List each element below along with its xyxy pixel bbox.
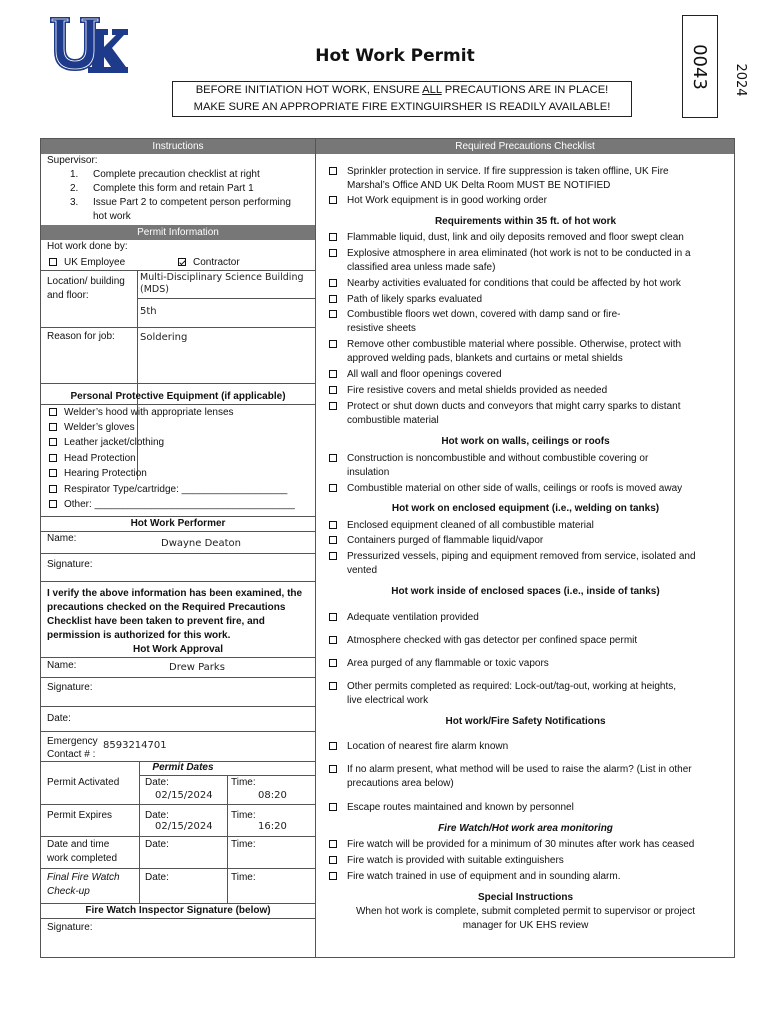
checklist-item-text: Construction is noncombustible and without combustible covering or: [347, 453, 649, 464]
checklist-item[interactable]: [329, 763, 729, 791]
checklist-checkbox[interactable]: [329, 536, 337, 544]
firewatch-time[interactable]: Time:: [231, 872, 256, 883]
checklist-item-text: precautions area below): [347, 778, 454, 789]
checklist-checkbox[interactable]: [329, 233, 337, 241]
approver-name-field[interactable]: Drew Parks: [169, 662, 225, 673]
checklist-item[interactable]: [329, 611, 729, 625]
special-instructions-text: When hot work is complete, submit completed permit to supervisor or project: [355, 906, 696, 917]
approver-name-label: Name:: [47, 660, 77, 671]
checklist-item-text: If no alarm present, what method will be used to raise the alarm? (List in other: [347, 764, 692, 775]
ppe-item[interactable]: Respirator Type/cartridge: ___________________: [49, 483, 287, 497]
checklist-checkbox[interactable]: [329, 742, 337, 750]
checklist-item-text: vented: [347, 565, 378, 576]
checklist-item[interactable]: [329, 368, 729, 382]
checklist-item-text: Location of nearest fire alarm known: [347, 741, 509, 752]
checklist-item-text: Adequate ventilation provided: [347, 612, 479, 623]
section-heading: Hot work inside of enclosed spaces (i.e., inside of tanks): [391, 586, 660, 597]
inspector-header: Fire Watch Inspector Signature (below): [85, 905, 271, 916]
checklist-checkbox[interactable]: [329, 803, 337, 811]
ppe-item[interactable]: Hearing Protection: [49, 467, 147, 481]
form-title: Hot Work Permit: [315, 46, 475, 66]
uk-employee-option[interactable]: UK Employee: [49, 256, 125, 270]
ppe-header: Personal Protective Equipment (if applicable): [70, 391, 286, 402]
checklist-item-text: Containers purged of flammable liquid/vapor: [347, 535, 544, 546]
checklist-checkbox[interactable]: [329, 659, 337, 667]
checklist-item[interactable]: [329, 165, 729, 193]
contractor-checkbox[interactable]: [178, 258, 186, 266]
performer-signature-field[interactable]: Signature:: [47, 559, 93, 570]
checklist-checkbox[interactable]: [329, 454, 337, 462]
checklist-item-text: Fire resistive covers and metal shields provided as needed: [347, 385, 608, 396]
checklist-item-text: Atmosphere checked with gas detector per confined space permit: [347, 635, 638, 646]
checklist-item-text: Other permits completed as required: Lock-out/tag-out, working at heights,: [347, 681, 677, 692]
checklist-item-text: Fire watch trained in use of equipment and in sounding alarm.: [347, 871, 621, 882]
reason-field[interactable]: Soldering: [140, 332, 188, 343]
checklist-item[interactable]: [329, 400, 729, 428]
checklist-item[interactable]: [329, 838, 729, 852]
ppe-item[interactable]: Welder’s gloves: [49, 421, 135, 435]
reason-label: Reason for job:: [47, 331, 115, 342]
checklist-item[interactable]: [329, 740, 729, 754]
expires-date[interactable]: 02/15/2024: [155, 821, 213, 832]
section-heading: Hot work on walls, ceilings or roofs: [441, 436, 610, 447]
ppe-checkbox[interactable]: [49, 500, 57, 508]
checklist-item[interactable]: [329, 534, 729, 548]
permit-dates-header: Permit Dates: [152, 762, 214, 773]
checklist-item[interactable]: [329, 870, 729, 884]
instruction-step: Issue Part 2 to competent person performing: [93, 197, 291, 208]
uk-employee-checkbox[interactable]: [49, 258, 57, 266]
checklist-item[interactable]: [329, 231, 729, 245]
checklist-item-text: insulation: [347, 467, 390, 478]
checklist-item-text: Combustible material on other side of walls, ceilings or roofs is moved away: [347, 483, 683, 494]
ppe-checkbox[interactable]: [49, 423, 57, 431]
performer-name-label: Name:: [47, 533, 77, 544]
checklist-item-text: combustible material: [347, 415, 439, 426]
checklist-checkbox[interactable]: [329, 196, 337, 204]
ppe-checkbox[interactable]: [49, 438, 57, 446]
supervisor-label: Supervisor:: [47, 155, 98, 166]
checklist-item-text: Nearby activities evaluated for conditions that could be affected by hot work: [347, 278, 681, 289]
checklist-item[interactable]: [329, 308, 729, 336]
checklist-checkbox[interactable]: [329, 167, 337, 175]
floor-field[interactable]: 5th: [140, 306, 157, 317]
activated-time[interactable]: 08:20: [258, 790, 287, 801]
checklist-item-text: resistive sheets: [347, 323, 416, 334]
done-by-label: Hot work done by:: [47, 241, 128, 252]
permit-year: 2024: [733, 63, 749, 97]
checklist-item[interactable]: [329, 384, 729, 398]
checklist-checkbox[interactable]: [329, 765, 337, 773]
checklist-checkbox[interactable]: [329, 249, 337, 257]
completed-time[interactable]: Time:: [231, 839, 256, 850]
checklist-item-text: Marshal’s Office AND UK Delta Room MUST BE NOTIFIED: [347, 180, 611, 191]
checklist-item-text: Area purged of any flammable or toxic vapors: [347, 658, 549, 669]
instruction-step: Complete this form and retain Part 1: [93, 183, 254, 194]
checklist-panel: Required Precautions Checklist Sprinkler protection in service. If fire suppression is taken offline, UK Fire Marshal’s Office AND UK Delta Room MUST BE NOTIFIED Hot Work equipment is in good working order Flammable liquid, dust, link and oily deposits removed and floor swept clean Explosive atmosphere in area eliminated (hot work is not to be conducted in a classified area unless made safe) Nearby activities evaluated for conditions that could be affected by hot work Path of likely sparks evaluated Combustible floors wet down, covered with damp sand or fire- resistive sheets Remove other combustible material where possible. Otherwise, protect with approved welding pads, blankets and curtains or metal shields All wall and floor openings covered Fire resistive covers and metal shields provided as needed Protect or shut down ducts and conveyors that might carry sparks to distant combustible material Construction is noncombustible and without combustible covering or insulation Combustible material on other side of walls, ceilings or roofs is moved away Enclosed equipment cleaned of all combustible material Containers purged of flammable liquid/vapor Pressurized vessels, piping and equipment removed from service, isolated and vented Adequate ventilation provided Atmosphere checked with gas detector per confined space permit Area purged of any flammable or toxic vapors Other permits completed as required: Lock-out/tag-out, working at heights, live electrical work Location of nearest fire alarm known If no alarm present, what method will be used to raise the alarm? (List in other precautions area below) Escape routes maintained and known by personnel Fire watch will be provided for a minimum of 30 minutes after work has ceased Fire watch is provided with suitable extinguishers Fire watch trained in use of equipment and in sounding alarm. Requirements within 35 ft. of hot work Hot work on walls, ceilings or roofs Hot work on enclosed equipment (i.e., welding on tanks) Hot work inside of enclosed spaces (i.e., inside of tanks) Hot work/Fire Safety Notifications Fire Watch/Hot work area monitoring Special Instructions When hot work is complete, submit completed permit to supervisor or project manager for UK EHS review: [316, 138, 735, 958]
checklist-item-text: Combustible floors wet down, covered with damp sand or fire-: [347, 309, 621, 320]
inspector-signature-field[interactable]: Signature:: [47, 922, 93, 933]
ppe-item[interactable]: Other: ____________________________________: [49, 498, 295, 512]
approver-signature-field[interactable]: Signature:: [47, 682, 93, 693]
ppe-checkbox[interactable]: [49, 469, 57, 477]
checklist-item[interactable]: [329, 854, 729, 868]
firewatch-date[interactable]: Date:: [145, 872, 169, 883]
checklist-item[interactable]: [329, 634, 729, 648]
instruction-step: Complete precaution checklist at right: [93, 169, 260, 180]
section-heading: Hot work/Fire Safety Notifications: [445, 716, 606, 727]
ppe-item[interactable]: Head Protection: [49, 452, 136, 466]
special-instructions-heading: Special Instructions: [477, 892, 574, 903]
ppe-checkbox[interactable]: [49, 454, 57, 462]
checklist-item-text: Pressurized vessels, piping and equipment removed from service, isolated and: [347, 551, 696, 562]
contractor-option[interactable]: Contractor: [178, 256, 240, 270]
checklist-item-text: Protect or shut down ducts and conveyors that might carry sparks to distant: [347, 401, 681, 412]
checklist-checkbox[interactable]: [329, 872, 337, 880]
ppe-checkbox[interactable]: [49, 408, 57, 416]
instructions-header: Instructions: [41, 139, 315, 154]
checklist-checkbox[interactable]: [329, 279, 337, 287]
emergency-contact-field[interactable]: 8593214701: [103, 740, 167, 751]
checklist-item-text: approved welding pads, blankets and curtains or metal shields: [347, 353, 623, 364]
checklist-checkbox[interactable]: [329, 682, 337, 690]
checklist-checkbox[interactable]: [329, 370, 337, 378]
checklist-item-text: Explosive atmosphere in area eliminated (hot work is not to be conducted in a: [347, 248, 691, 259]
checklist-checkbox[interactable]: [329, 521, 337, 529]
left-panel: Instructions Supervisor: 1. Complete precaution checklist at right 2. Complete this form and retain Part 1 3. Issue Part 2 to competent person performing hot work Permit Information Hot work done by: UK Employee Contractor Location/ building and floor: Multi-Disciplinary Science Building (MDS) 5th Reason for job: Soldering Personal Protective Equipment (if applicable) Welder’s hood with appropriate lenses Welder’s gloves Leather jacket/clothing Head Protection Hearing Protection Respirator Type/cartridge: ___________________ Other: ____________________________________ Hot Work Performer Name: Dwayne Deaton Signature: I verify the above information has been examined, the precautions checked on the Required Precautions Checklist have been taken to prevent fire, and permission is authorized for this work. Hot Work Approval Name: Drew Parks Signature: Date: Emergency Contact # : 8593214701 Permit Dates Permit Activated Date: Time: 02/15/2024 08:20 Permit Expires Date: Time: 02/15/2024 16:20 Date and time work completed Date: Time: Final Fire Watch Check-up Date: Time: Fire Watch Inspector Signature (below) Signature:: [40, 138, 316, 958]
checklist-item[interactable]: [329, 277, 729, 291]
checklist-item[interactable]: [329, 293, 729, 307]
ppe-item[interactable]: Leather jacket/clothing: [49, 436, 164, 450]
checklist-item[interactable]: [329, 657, 729, 671]
checklist-item[interactable]: [329, 482, 729, 496]
activated-date[interactable]: 02/15/2024: [155, 790, 213, 801]
checklist-item-text: All wall and floor openings covered: [347, 369, 502, 380]
checklist-item-text: Fire watch will be provided for a minimum of 30 minutes after work has ceased: [347, 839, 695, 850]
checklist-item-text: Enclosed equipment cleaned of all combustible material: [347, 520, 594, 531]
checklist-item[interactable]: [329, 801, 729, 815]
checklist-checkbox[interactable]: [329, 613, 337, 621]
checklist-checkbox[interactable]: [329, 402, 337, 410]
expires-time[interactable]: 16:20: [258, 821, 287, 832]
location-field[interactable]: Multi-Disciplinary Science Building: [140, 272, 304, 283]
checklist-checkbox[interactable]: [329, 386, 337, 394]
checklist-checkbox[interactable]: [329, 340, 337, 348]
checklist-item-text: Sprinkler protection in service. If fire suppression is taken offline, UK Fire: [347, 166, 669, 177]
checklist-checkbox[interactable]: [329, 295, 337, 303]
checklist-item[interactable]: [329, 247, 729, 275]
checklist-item[interactable]: [329, 550, 729, 578]
permit-number: 0043: [689, 44, 711, 90]
section-heading: Fire Watch/Hot work area monitoring: [438, 823, 613, 834]
completed-date[interactable]: Date:: [145, 839, 169, 850]
section-heading: Hot work on enclosed equipment (i.e., welding on tanks): [391, 503, 660, 514]
checklist-item[interactable]: [329, 194, 729, 208]
checklist-item[interactable]: [329, 452, 729, 480]
section-heading: Requirements within 35 ft. of hot work: [434, 216, 617, 227]
checklist-item-text: Remove other combustible material where possible. Otherwise, protect with: [347, 339, 682, 350]
checklist-checkbox[interactable]: [329, 856, 337, 864]
checklist-item-text: Hot Work equipment is in good working order: [347, 195, 547, 206]
checklist-item-text: Fire watch is provided with suitable extinguishers: [347, 855, 564, 866]
performer-name-field[interactable]: Dwayne Deaton: [161, 538, 241, 549]
performer-header: Hot Work Performer: [130, 518, 226, 529]
ppe-item[interactable]: Welder’s hood with appropriate lenses: [49, 406, 234, 420]
checklist-checkbox[interactable]: [329, 484, 337, 492]
checklist-item[interactable]: [329, 519, 729, 533]
checklist-item-text: Escape routes maintained and known by personnel: [347, 802, 574, 813]
checklist-header: Required Precautions Checklist: [316, 139, 734, 154]
checklist-item-text: Path of likely sparks evaluated: [347, 294, 483, 305]
checklist-checkbox[interactable]: [329, 310, 337, 318]
checklist-item[interactable]: [329, 680, 729, 708]
approval-date-field[interactable]: Date:: [47, 713, 71, 724]
permit-info-header: Permit Information: [41, 225, 315, 240]
safety-notice: BEFORE INITIATION HOT WORK, ENSURE ALL PRECAUTIONS ARE IN PLACE! MAKE SURE AN APPROPRIATE FIRE EXTINGUIRSHER IS READILY AVAILABLE!: [172, 81, 632, 117]
ppe-checkbox[interactable]: [49, 485, 57, 493]
checklist-item[interactable]: [329, 338, 729, 366]
checklist-item-text: live electrical work: [347, 695, 429, 706]
checklist-checkbox[interactable]: [329, 636, 337, 644]
checklist-item-text: classified area unless made safe): [347, 262, 496, 273]
checklist-checkbox[interactable]: [329, 840, 337, 848]
checklist-item-text: Flammable liquid, dust, link and oily deposits removed and floor swept clean: [347, 232, 684, 243]
approval-header: Hot Work Approval: [132, 644, 223, 655]
university-logo: [48, 15, 128, 77]
checklist-checkbox[interactable]: [329, 552, 337, 560]
